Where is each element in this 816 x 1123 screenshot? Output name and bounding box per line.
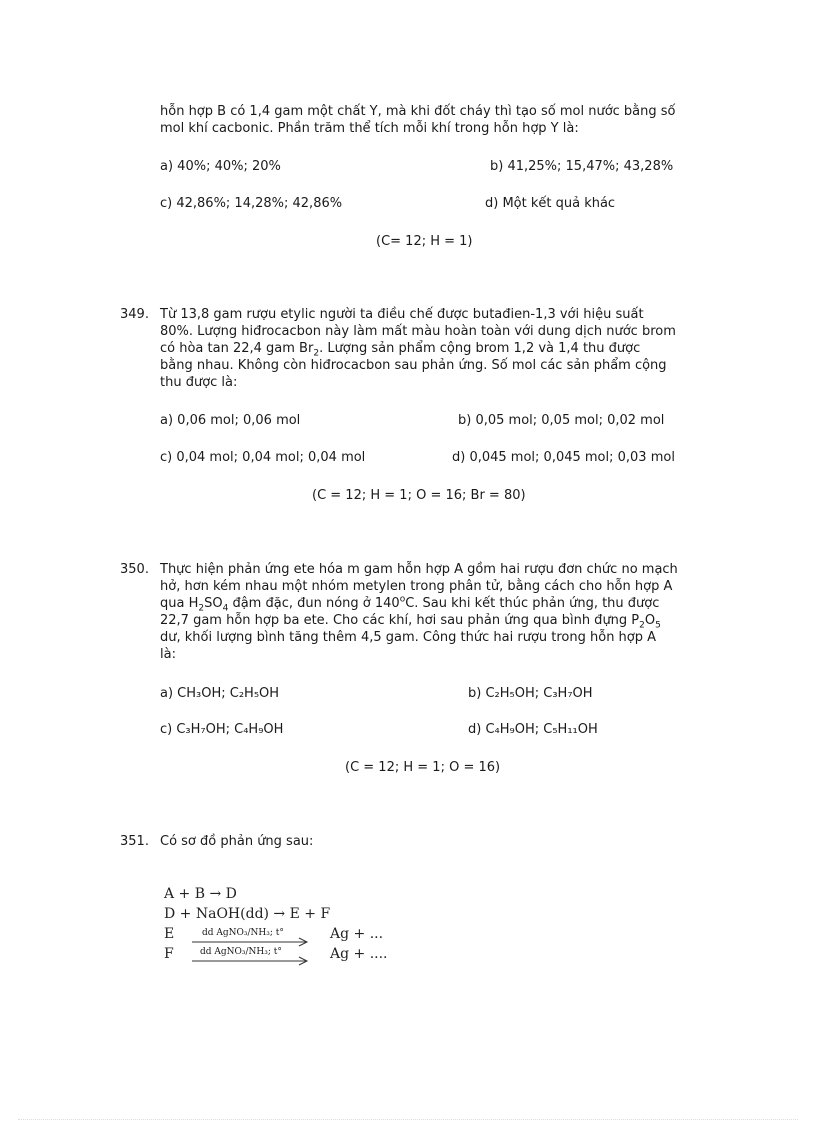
q349-atomic-masses: (C = 12; H = 1; O = 16; Br = 80) [312,488,526,503]
intro-option-b: b) 41,25%; 15,47%; 43,28% [490,159,674,174]
reaction-4-arrow-icon [190,956,310,966]
q349-option-c: c) 0,04 mol; 0,04 mol; 0,04 mol [160,450,366,465]
reaction-2: D + NaOH(dd) → E + F [164,906,331,922]
intro-option-d: d) Một kết quả khác [485,196,616,211]
q349-option-d: d) 0,045 mol; 0,045 mol; 0,03 mol [452,450,675,465]
reaction-3-condition: dd AgNO₃/NH₃; t° [202,928,284,938]
reaction-1: A + B → D [164,886,237,902]
reaction-3-product: Ag + ... [330,926,384,942]
q350-line-1: Thực hiện phản ứng ete hóa m gam hỗn hợp A gồm hai rượu đơn chức no mạch [160,562,678,577]
q350-option-b: b) C₂H₅OH; C₃H₇OH [468,686,593,701]
q350-atomic-masses: (C = 12; H = 1; O = 16) [345,760,501,775]
intro-option-a: a) 40%; 40%; 20% [160,159,281,174]
q350-line-2: hở, hơn kém nhau một nhóm metylen trong phân tử, bằng cách cho hỗn hợp A [160,579,673,594]
intro-atomic-masses: (C= 12; H = 1) [376,234,473,249]
intro-option-c: c) 42,86%; 14,28%; 42,86% [160,196,343,211]
question-351-number: 351. [120,834,149,849]
q349-line-1: Từ 13,8 gam rượu etylic người ta điều chế được butađien-1,3 với hiệu suất [160,307,644,322]
question-350-number: 350. [120,562,149,577]
q350-line-6: là: [160,647,176,662]
q349-line-3: có hòa tan 22,4 gam $Br_2$. Lượng sản phẩm cộng brom 1,2 và 1,4 thu được [160,341,641,359]
q349-line-2: 80%. Lượng hiđrocacbon này làm mất màu hoàn toàn với dung dịch nước brom [160,324,676,339]
q350-option-c: c) C₃H₇OH; C₄H₉OH [160,722,284,737]
page-bottom-divider [18,1119,798,1120]
reaction-3-arrow-icon [190,937,310,947]
q350-line-5: dư, khối lượng bình tăng thêm 4,5 gam. Công thức hai rượu trong hỗn hợp A [160,630,657,645]
reaction-3-reactant: E [164,926,175,942]
q350-line-4: 22,7 gam hỗn hợp ba ete. Cho các khí, hơi sau phản ứng qua bình đựng $P_2O_5$ [160,613,661,631]
intro-line-2: mol khí cacbonic. Phần trăm thể tích mỗi khí trong hỗn hợp Y là: [160,121,579,136]
q351-line-1: Có sơ đồ phản ứng sau: [160,834,314,849]
reaction-4-reactant: F [164,946,174,962]
reaction-4-condition: dd AgNO₃/NH₃; t° [200,947,282,957]
q349-option-a: a) 0,06 mol; 0,06 mol [160,413,301,428]
q349-line-4: bằng nhau. Không còn hiđrocacbon sau phản ứng. Số mol các sản phẩm cộng [160,358,667,373]
reaction-4-product: Ag + .... [330,946,388,962]
q350-line-3: qua $H_2SO_4$ đậm đặc, đun nóng ở 140$^o$C. Sau khi kết thúc phản ứng, thu được [160,594,660,614]
question-349-number: 349. [120,307,149,322]
intro-line-1: hỗn hợp B có 1,4 gam một chất Y, mà khi đốt cháy thì tạo số mol nước bằng số [160,104,676,119]
q349-option-b: b) 0,05 mol; 0,05 mol; 0,02 mol [458,413,665,428]
q350-option-d: d) C₄H₉OH; C₅H₁₁OH [468,722,598,737]
q349-line-5: thu được là: [160,375,238,390]
q350-option-a: a) CH₃OH; C₂H₅OH [160,686,280,701]
